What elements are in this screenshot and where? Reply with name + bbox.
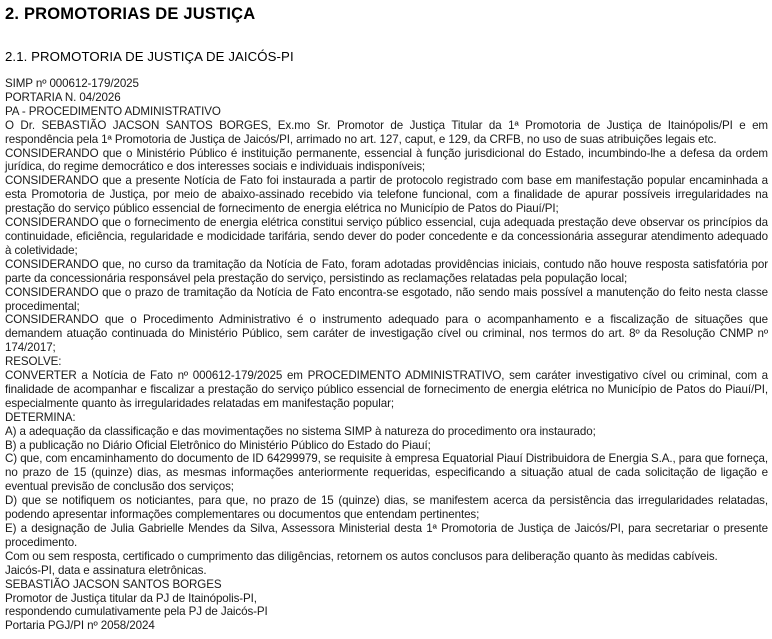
document-paragraph: Jaicós-PI, data e assinatura eletrônicas.	[5, 563, 207, 577]
document-paragraph: respondendo cumulativamente pela PJ de Jaicós-PI	[5, 605, 268, 619]
document-paragraph: PA - PROCEDIMENTO ADMINISTRATIVO	[5, 104, 221, 118]
document-paragraph: DETERMINA:	[5, 410, 76, 424]
document-paragraph: CONSIDERANDO que, no curso da tramitação da Notícia de Fato, foram adotadas providências iniciais, contudo não houve resposta satisfatória por parte da concessionária responsável pela prestação do serviço, persistindo as reclamações relatadas pela população local;	[5, 257, 768, 285]
document-paragraph: RESOLVE:	[5, 355, 62, 369]
document-paragraph: B) a publicação no Diário Oficial Eletrônico do Ministério Público do Estado do Piauí;	[5, 438, 431, 452]
document-paragraph: SIMP nº 000612-179/2025	[5, 77, 139, 90]
document-paragraph: CONVERTER a Notícia de Fato nº 000612-179/2025 em PROCEDIMENTO ADMINISTRATIVO, sem caráter investigativo cível ou criminal, com a finalidade de acompanhar e fiscalizar a prestação do serviço público essencial de fornecimento de energia elétrica no Município de Patos do Piauí/PI, especialmente quanto às irregularidades relatadas em manifestação popular;	[5, 369, 768, 410]
document-paragraph: E) a designação de Julia Gabrielle Mendes da Silva, Assessora Ministerial desta 1ª Promotoria de Justiça de Jaicós/PI, para secretariar o presente procedimento.	[5, 522, 768, 549]
document-paragraph: PORTARIA N. 04/2026	[5, 90, 121, 104]
document-paragraph: CONSIDERANDO que o Ministério Público é instituição permanente, essencial à função jurisdicional do Estado, incumbindo-lhe a defesa da ordem jurídica, do regime democrático e dos interesses sociais e individuais indisponíveis;	[5, 146, 768, 174]
section-title: 2. PROMOTORIAS DE JUSTIÇA	[5, 5, 256, 23]
document-paragraph: CONSIDERANDO que o Procedimento Administrativo é o instrumento adequado para o acompanhamento e a fiscalização de situações que demandem atuação continuada do Ministério Público, sem caráter de investigação cível ou criminal, nos termos do art. 8º da Resolução CNMP nº 174/2017;	[5, 313, 768, 355]
document-paragraph: Com ou sem resposta, certificado o cumprimento das diligências, retornem os autos conclusos para deliberação quanto às medidas cabíveis.	[5, 549, 718, 563]
document-paragraph: Promotor de Justiça titular da PJ de Itainópolis-PI,	[5, 591, 257, 605]
document-paragraph: SEBASTIÃO JACSON SANTOS BORGES	[5, 577, 222, 591]
document-paragraph: CONSIDERANDO que o prazo de tramitação da Notícia de Fato encontra-se esgotado, não sendo mais possível a manutenção do feito nesta classe procedimental;	[5, 285, 768, 313]
document-paragraph: Portaria PGJ/PI nº 2058/2024	[5, 619, 155, 633]
document-paragraph: A) a adequação da classificação e das movimentações no sistema SIMP à natureza do procedimento ora instaurado;	[5, 424, 596, 438]
document-paragraph: CONSIDERANDO que a presente Notícia de Fato foi instaurada a partir de protocolo registrado com base em manifestação popular encaminhada a esta Promotoria de Justiça, por meio de abaixo-assinado recebido via telefone funcional, com a finalidade de apurar possíveis irregularidades na prestação do serviço público essencial de fornecimento de energia elétrica no Município de Patos do Piauí/PI;	[5, 174, 768, 216]
document-paragraph: D) que se notifiquem os noticiantes, para que, no prazo de 15 (quinze) dias, se manifestem acerca da persistência das irregularidades relatadas, podendo apresentar informações complementares ou documentos que entendam pertinentes;	[5, 494, 768, 522]
document-body	[5, 77, 768, 633]
subsection-title: 2.1. PROMOTORIA DE JUSTIÇA DE JAICÓS-PI	[5, 49, 294, 64]
document-paragraph: C) que, com encaminhamento do documento de ID 64299979, se requisite à empresa Equatorial Piauí Distribuidora de Energia S.A., para que forneça, no prazo de 15 (quinze) dias, as mesmas informações anteriormente requeridas, especificando a situação atual de cada solicitação de ligação e eventual previsão de conclusão dos serviços;	[5, 452, 768, 494]
document-paragraph: CONSIDERANDO que o fornecimento de energia elétrica constitui serviço público essencial, cuja adequada prestação deve observar os princípios da continuidade, eficiência, regularidade e modicidade tarifária, sendo dever do poder concedente e da concessionária assegurar atendimento adequado à coletividade;	[5, 216, 768, 257]
document-paragraph: O Dr. SEBASTIÃO JACSON SANTOS BORGES, Ex.mo Sr. Promotor de Justiça Titular da 1ª Promotoria de Justiça de Itainópolis/PI e em respondência pela 1ª Promotoria de Justiça de Jaicós/PI, arrimado no art. 127, caput, e 129, da CRFB, no uso de suas atribuições legais etc.	[5, 118, 768, 146]
